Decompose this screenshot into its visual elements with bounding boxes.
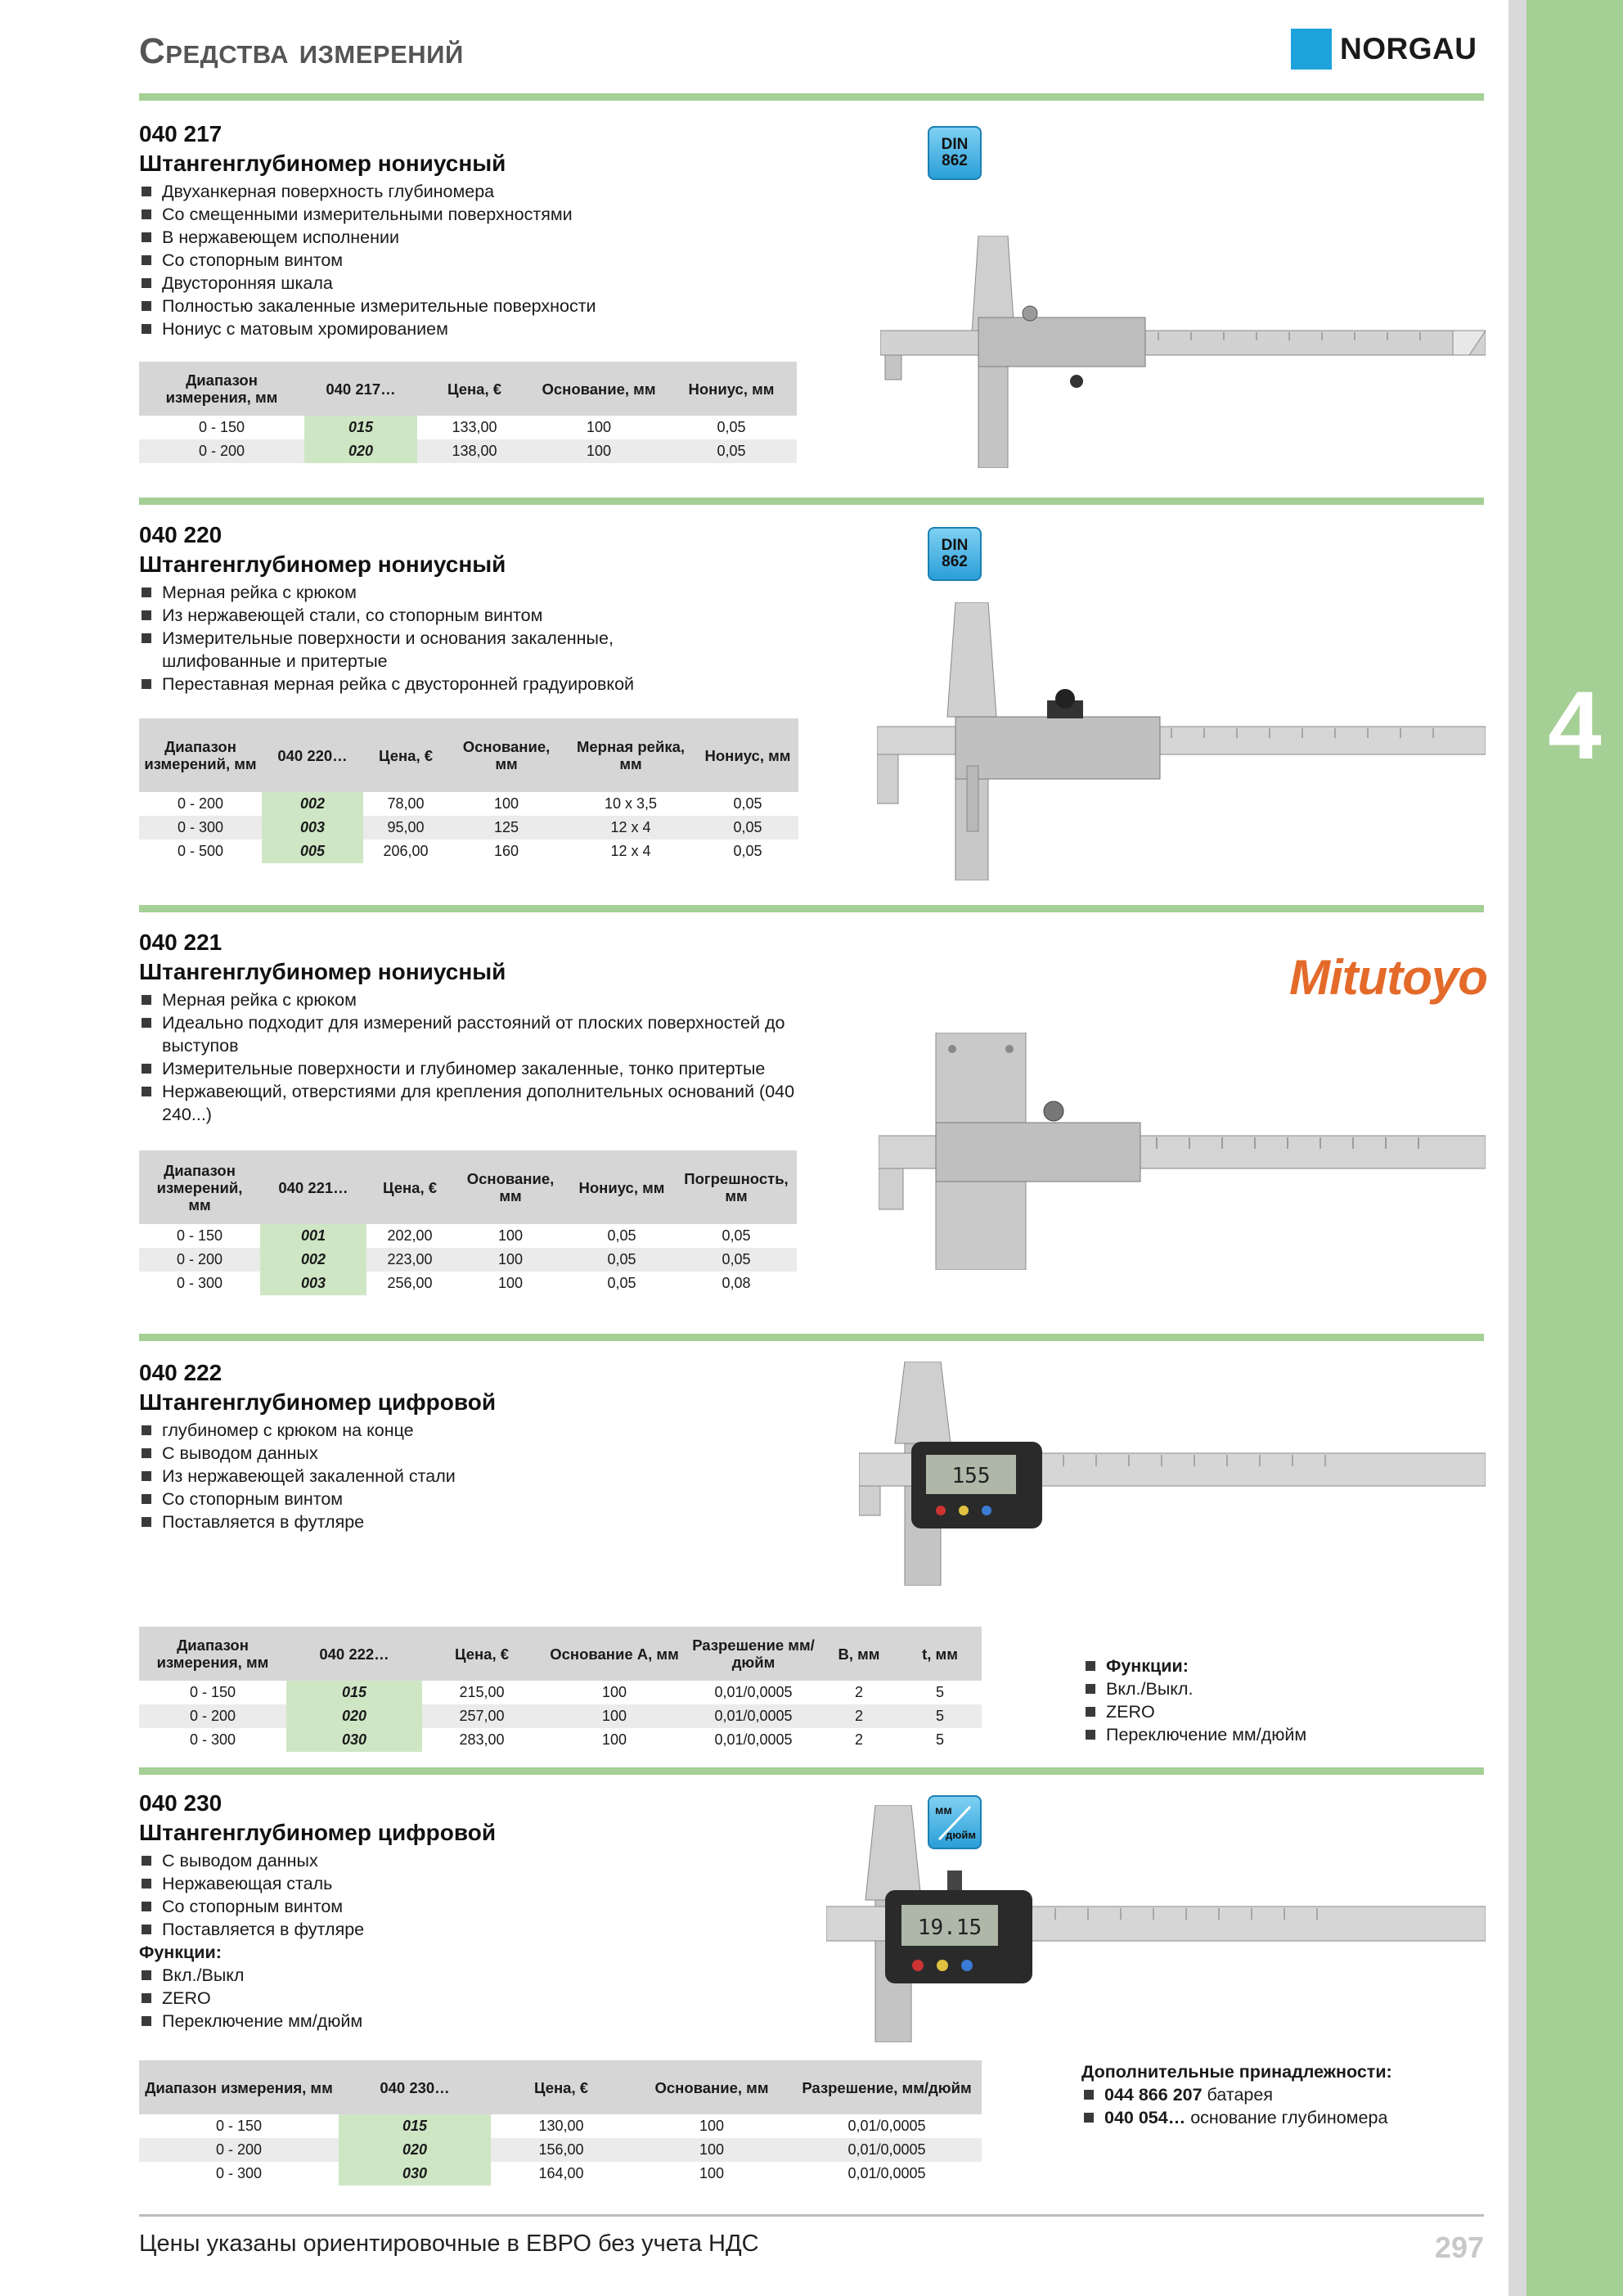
feature-item: В нержавеющем исполнении — [139, 226, 875, 249]
product-code: 040 230 — [139, 1790, 223, 1816]
side-divider — [1508, 0, 1526, 2296]
article-number[interactable]: 005 — [262, 840, 363, 863]
table-header: Основание А, мм — [542, 1627, 687, 1681]
table-header: Диапазон измерения, мм — [139, 362, 304, 416]
table-header: t, мм — [898, 1627, 982, 1681]
badge-inch-label: дюйм — [946, 1829, 976, 1841]
article-number[interactable]: 030 — [286, 1728, 422, 1752]
product-block-040222 — [139, 1360, 875, 1533]
table-cell: 125 — [448, 816, 564, 840]
product-block-040220 — [139, 522, 875, 696]
spec-table-040217 — [139, 362, 797, 463]
badge-line: 862 — [942, 553, 968, 570]
product-name: Штангенглубиномер цифровой — [139, 1820, 497, 1845]
feature-list — [139, 988, 794, 1126]
mitutoyo-logo: Mitutoyo — [1289, 950, 1487, 1005]
table-cell: 0,05 — [607, 1227, 636, 1244]
vernier-depth-gauge-hook-image — [877, 602, 1486, 880]
section-rule — [139, 93, 1484, 101]
accessory-item — [1081, 2106, 1474, 2129]
table-cell: 0,05 — [666, 439, 797, 463]
table-cell: 100 — [632, 2138, 792, 2162]
accessory-item — [1081, 2083, 1474, 2106]
table-cell: 0,05 — [717, 419, 746, 435]
vernier-depth-gauge-image — [880, 236, 1486, 468]
feature-item: Со стопорным винтом — [139, 249, 875, 272]
table-row — [139, 1248, 797, 1272]
function-item: Переключение мм/дюйм — [1083, 1723, 1459, 1746]
table-header: Цена, € — [363, 718, 448, 792]
table-cell: 100 — [699, 2165, 725, 2181]
din-862-badge — [928, 126, 982, 180]
page-number: 297 — [1434, 2231, 1484, 2264]
feature-item: Поставляется в футляре — [139, 1510, 875, 1533]
table-header: Разрешение, мм/дюйм — [792, 2060, 982, 2114]
table-cell: 160 — [493, 843, 519, 859]
function-item: Переключение мм/дюйм — [139, 2010, 875, 2033]
table-cell: 0,05 — [722, 1227, 751, 1244]
table-header: Мерная рейка, мм — [564, 718, 697, 792]
table-cell: 5 — [935, 1684, 944, 1700]
feature-item: Из нержавеющей стали, со стопорным винтом — [139, 604, 777, 627]
feature-item: С выводом данных — [139, 1442, 875, 1465]
table-cell: 12 x 4 — [564, 816, 697, 840]
table-cell: 100 — [699, 2118, 725, 2134]
table-cell: 100 — [497, 1275, 524, 1291]
table-header: Диапазон измерения, мм — [139, 1627, 286, 1681]
table-cell: 2 — [820, 1704, 898, 1728]
feature-item: глубиномер с крюком на конце — [139, 1419, 875, 1442]
article-number[interactable]: 020 — [339, 2138, 491, 2162]
table-cell: 0 - 150 — [189, 1684, 236, 1700]
functions-heading: Функции: — [139, 1943, 222, 1962]
table-cell: 100 — [601, 1684, 627, 1700]
product-name: Штангенглубиномер нониусный — [139, 551, 506, 577]
table-cell: 10 x 3,5 — [604, 795, 658, 812]
table-row — [139, 439, 797, 463]
table-header: Основание, мм — [453, 1150, 568, 1224]
footer-rule — [139, 2214, 1484, 2217]
functions-list-040222 — [1083, 1654, 1459, 1746]
table-cell: 100 — [532, 439, 666, 463]
article-number[interactable]: 015 — [286, 1681, 422, 1704]
spec-table-040220 — [139, 718, 798, 863]
table-header: Основание, мм — [632, 2060, 792, 2114]
feature-item: Со стопорным винтом — [139, 1895, 875, 1918]
table-row — [139, 2162, 982, 2186]
table-cell: 78,00 — [387, 795, 425, 812]
section-rule — [139, 1334, 1484, 1341]
table-header: 040 217… — [304, 362, 417, 416]
table-header: Цена, € — [366, 1150, 453, 1224]
accessories-list — [1081, 2060, 1474, 2129]
table-cell: 0 - 200 — [139, 2138, 339, 2162]
badge-mm-label: мм — [935, 1803, 952, 1817]
badge-line: 862 — [942, 152, 968, 169]
table-cell: 5 — [935, 1731, 944, 1748]
article-number[interactable]: 003 — [260, 1272, 366, 1295]
mitutoyo-depth-gauge-image — [879, 1033, 1486, 1270]
table-header: Цена, € — [491, 2060, 632, 2114]
table-cell: 100 — [586, 419, 612, 435]
accessory-code: 040 054… — [1104, 2108, 1186, 2127]
table-header: Основание, мм — [532, 362, 666, 416]
din-862-badge — [928, 527, 982, 581]
table-header: Основание, мм — [448, 718, 564, 792]
feature-item: Мерная рейка с крюком — [139, 581, 777, 604]
article-number[interactable]: 015 — [304, 416, 417, 439]
lcd-reading: 155 — [951, 1464, 991, 1488]
table-cell: 156,00 — [491, 2138, 632, 2162]
accessory-text: основание глубиномера — [1185, 2108, 1388, 2127]
table-cell: 257,00 — [422, 1704, 542, 1728]
table-cell: 0 - 500 — [177, 843, 224, 859]
feature-item: Нониус с матовым хромированием — [139, 317, 875, 340]
product-block-040230 — [139, 1790, 875, 2033]
accessories-heading: Дополнительные принадлежности: — [1081, 2062, 1392, 2082]
table-cell: 0,05 — [733, 795, 762, 812]
feature-list — [139, 180, 875, 340]
product-code: 040 217 — [139, 121, 223, 146]
function-item: Вкл./Выкл — [139, 1964, 875, 1987]
table-row — [139, 1224, 797, 1248]
feature-item: Измерительные поверхности и основания закаленные, шлифованные и притертые — [139, 627, 735, 673]
table-cell: 0,01/0,0005 — [847, 2165, 926, 2181]
function-item: ZERO — [139, 1987, 875, 2010]
product-name: Штангенглубиномер цифровой — [139, 1389, 497, 1415]
section-rule — [139, 905, 1484, 912]
article-number[interactable]: 001 — [260, 1224, 366, 1248]
norgau-logo — [1291, 28, 1477, 70]
feature-item: Со смещенными измерительными поверхностями — [139, 203, 875, 226]
table-cell: 100 — [601, 1731, 627, 1748]
table-cell: 100 — [493, 795, 519, 812]
table-header: Нониус, мм — [568, 1150, 676, 1224]
table-cell: 0,05 — [733, 843, 762, 859]
table-cell: 12 x 4 — [610, 843, 651, 859]
table-row — [139, 2114, 982, 2138]
table-cell: 0 - 300 — [176, 1275, 223, 1291]
table-cell: 0 - 300 — [139, 816, 262, 840]
table-cell: 95,00 — [363, 816, 448, 840]
badge-line: DIN — [941, 136, 969, 153]
table-header: 040 221… — [260, 1150, 366, 1224]
table-cell: 133,00 — [452, 419, 497, 435]
table-cell: 0 - 200 — [139, 1704, 286, 1728]
table-cell: 100 — [497, 1227, 524, 1244]
badge-line: DIN — [941, 537, 969, 554]
accessory-text: батарея — [1202, 2085, 1273, 2105]
table-cell: 5 — [898, 1704, 982, 1728]
feature-list — [139, 581, 777, 696]
table-cell: 0,05 — [607, 1275, 636, 1291]
table-cell: 164,00 — [538, 2165, 584, 2181]
table-header: Нониус, мм — [666, 362, 797, 416]
table-cell: 100 — [453, 1248, 568, 1272]
table-cell: 0,05 — [697, 816, 798, 840]
table-cell: 0,05 — [676, 1248, 797, 1272]
table-header: Диапазон измерений, мм — [139, 1150, 260, 1224]
article-number[interactable]: 002 — [262, 792, 363, 816]
table-cell: 0 - 200 — [177, 795, 224, 812]
article-number[interactable]: 002 — [260, 1248, 366, 1272]
product-code: 040 221 — [139, 930, 223, 955]
table-header: 040 222… — [286, 1627, 422, 1681]
table-header: Цена, € — [417, 362, 532, 416]
spec-table-040230 — [139, 2060, 982, 2186]
table-row — [139, 840, 798, 863]
function-item: ZERO — [1083, 1700, 1459, 1723]
table-header: 040 230… — [339, 2060, 491, 2114]
feature-item: Нержавеющий, отверстиями для крепления дополнительных оснований (040 240...) — [139, 1080, 808, 1126]
digital-depth-gauge-image — [859, 1362, 1486, 1586]
table-row — [139, 2138, 982, 2162]
feature-list — [139, 1849, 875, 2033]
table-cell: 0,01/0,0005 — [687, 1704, 820, 1728]
table-header: B, мм — [820, 1627, 898, 1681]
article-number[interactable]: 020 — [286, 1704, 422, 1728]
article-number[interactable]: 030 — [339, 2162, 491, 2186]
table-cell: 0,05 — [568, 1248, 676, 1272]
table-cell: 223,00 — [366, 1248, 453, 1272]
table-cell: 138,00 — [417, 439, 532, 463]
product-name: Штангенглубиномер нониусный — [139, 151, 506, 176]
table-cell: 130,00 — [538, 2118, 584, 2134]
table-cell: 0 - 150 — [176, 1227, 223, 1244]
table-header: Диапазон измерений, мм — [139, 718, 262, 792]
feature-item: Из нержавеющей закаленной стали — [139, 1465, 875, 1488]
table-header: Разрешение мм/дюйм — [687, 1627, 820, 1681]
table-cell: 2 — [854, 1731, 863, 1748]
product-code: 040 222 — [139, 1360, 223, 1385]
digital-depth-gauge-230-image — [826, 1805, 1486, 2042]
table-cell: 0 - 150 — [215, 2118, 263, 2134]
feature-item: Полностью закаленные измерительные поверхности — [139, 295, 875, 317]
table-header: Нониус, мм — [697, 718, 798, 792]
feature-item: Мерная рейка с крюком — [139, 988, 794, 1011]
table-cell: 0 - 150 — [198, 419, 245, 435]
table-header: Погрешность, мм — [676, 1150, 797, 1224]
table-cell: 256,00 — [387, 1275, 433, 1291]
product-code: 040 220 — [139, 522, 223, 547]
table-row — [139, 1681, 982, 1704]
table-row — [139, 792, 798, 816]
table-header: Диапазон измерения, мм — [139, 2060, 339, 2114]
table-cell: 0,01/0,0005 — [714, 1731, 793, 1748]
accessory-code: 044 866 207 — [1104, 2085, 1203, 2105]
price-note: Цены указаны ориентировочные в ЕВРО без учета НДС — [139, 2231, 759, 2257]
page-title: Средства измерений — [139, 31, 464, 71]
spec-table-040221 — [139, 1150, 797, 1295]
lcd-reading: 19.15 — [917, 1916, 982, 1940]
article-number[interactable]: 003 — [262, 816, 363, 840]
table-row — [139, 1728, 982, 1752]
product-block-040221 — [139, 930, 875, 1126]
table-cell: 100 — [542, 1704, 687, 1728]
chapter-number: 4 — [1548, 672, 1602, 780]
table-cell: 0 - 300 — [189, 1731, 236, 1748]
feature-item: Со стопорным винтом — [139, 1488, 875, 1510]
table-cell: 0 - 200 — [139, 1248, 260, 1272]
table-cell: 202,00 — [387, 1227, 433, 1244]
function-item: Вкл./Выкл. — [1083, 1677, 1459, 1700]
table-row — [139, 1704, 982, 1728]
product-block-040217 — [139, 121, 875, 340]
table-row — [139, 816, 798, 840]
feature-item: Переставная мерная рейка с двусторонней градуировкой — [139, 673, 777, 696]
section-rule — [139, 1767, 1484, 1775]
table-row — [139, 416, 797, 439]
table-row — [139, 1272, 797, 1295]
table-cell: 2 — [854, 1684, 863, 1700]
chapter-tab — [1526, 0, 1623, 2296]
table-cell: 206,00 — [383, 843, 429, 859]
article-number[interactable]: 015 — [339, 2114, 491, 2138]
table-cell: 0 - 200 — [139, 439, 304, 463]
functions-heading: Функции: — [1083, 1654, 1459, 1677]
logo-text: NORGAU — [1340, 32, 1477, 65]
article-number[interactable]: 020 — [304, 439, 417, 463]
feature-item: С выводом данных — [139, 1849, 875, 1872]
feature-item: Нержавеющая сталь — [139, 1872, 875, 1895]
product-name: Штангенглубиномер нониусный — [139, 959, 506, 984]
feature-item: Измерительные поверхности и глубиномер закаленные, тонко притертые — [139, 1057, 794, 1080]
feature-item: Двуханкерная поверхность глубиномера — [139, 180, 875, 203]
table-cell: 215,00 — [459, 1684, 505, 1700]
table-cell: 0,01/0,0005 — [792, 2138, 982, 2162]
feature-item: Двусторонняя шкала — [139, 272, 875, 295]
feature-item: Поставляется в футляре — [139, 1918, 875, 1941]
table-cell: 0,08 — [722, 1275, 751, 1291]
logo-square-icon — [1291, 29, 1332, 70]
section-rule — [139, 497, 1484, 505]
table-header: 040 220… — [262, 718, 363, 792]
table-cell: 0 - 300 — [215, 2165, 263, 2181]
spec-table-040222 — [139, 1627, 982, 1752]
feature-list — [139, 1419, 875, 1533]
table-cell: 0,01/0,0005 — [714, 1684, 793, 1700]
table-cell: 283,00 — [459, 1731, 505, 1748]
table-header: Цена, € — [422, 1627, 542, 1681]
table-cell: 0,01/0,0005 — [847, 2118, 926, 2134]
feature-item: Идеально подходит для измерений расстояний от плоских поверхностей до выступов — [139, 1011, 808, 1057]
